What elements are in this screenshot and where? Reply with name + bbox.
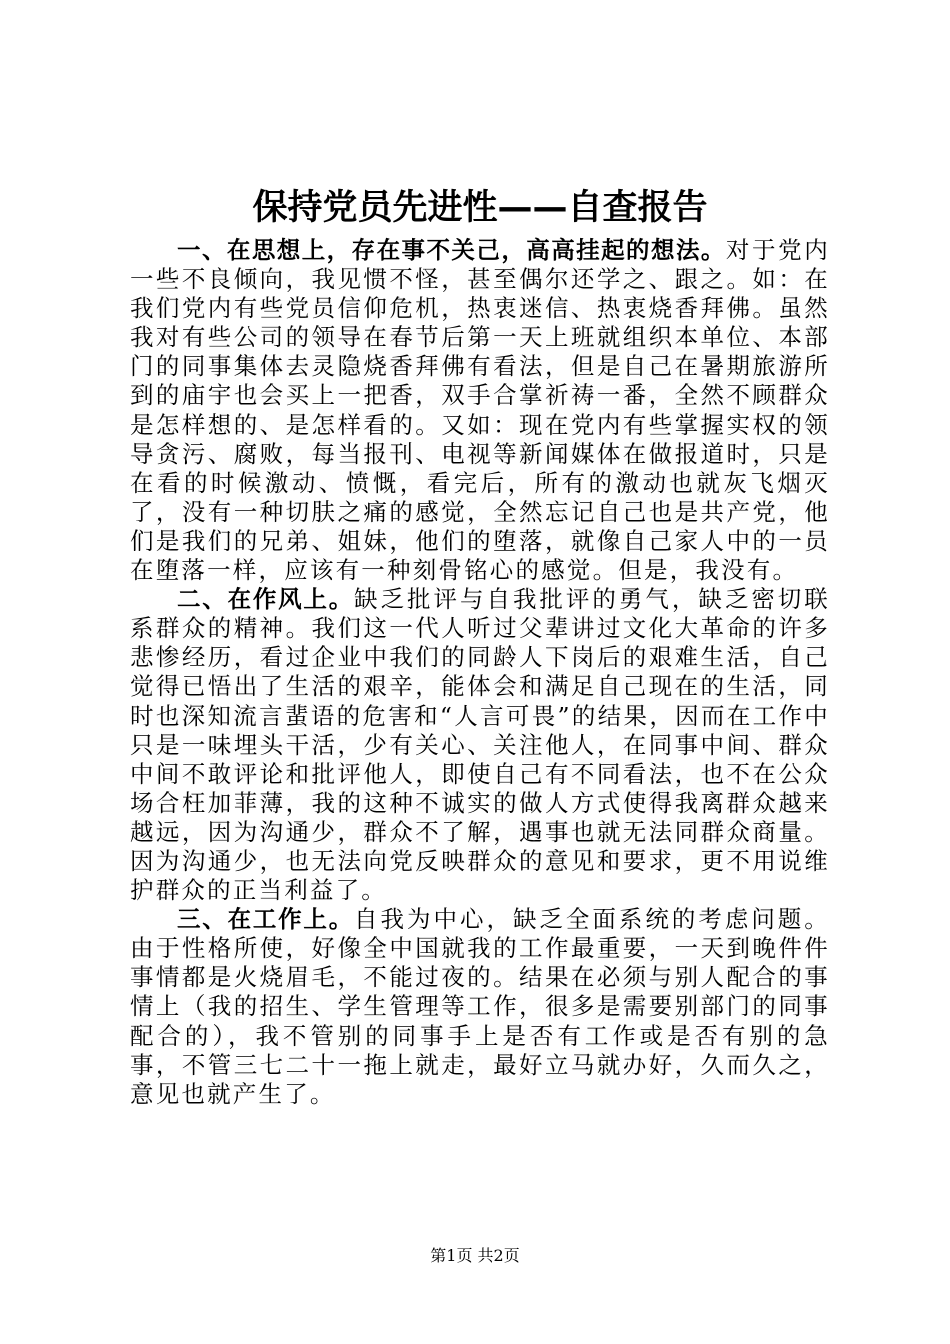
document-title: 保持党员先进性——自查报告 <box>252 188 708 228</box>
section-heading: 二、在作风上。 <box>177 585 355 614</box>
section-text: 自我为中心，缺乏全面系统的考虑问题。由于性格所使，好像全中国就我的工作最重要，一天到晚件件事情都是火烧眉毛，不能过夜的。结果在必须与别人配合的事情上（我的招生、学生管理等工作，很多是需要别部门的同事配合的），我不管别的同事手上是否有工作或是否有别的急事，不管三七二十一拖上就走，最好立马就办好，久而久之，意见也就产生了。 <box>130 905 830 1108</box>
page-footer: 第1页 共2页 <box>430 1246 520 1265</box>
document-body <box>130 236 830 1109</box>
section-text: 对于党内一些不良倾向，我见惯不怪，甚至偶尔还学之、跟之。如：在我们党内有些党员信仰危机，热衷迷信、热衷烧香拜佛。虽然我对有些公司的领导在春节后第一天上班就组织本单位、本部门的同事集体去灵隐烧香拜佛有看法，但是自己在暑期旅游所到的庙宇也会买上一把香，双手合掌祈祷一番，全然不顾群众是怎样想的、是怎样看的。又如：现在党内有些掌握实权的领导贪污、腐败，每当报刊、电视等新闻媒体在做报道时，只是在看的时候激动、愤慨，看完后，所有的激动也就灰飞烟灭了，没有一种切肤之痛的感觉，全然忘记自己也是共产党，他们是我们的兄弟、姐妹，他们的堕落，就像自己家人中的一员在堕落一样，应该有一种刻骨铭心的感觉。但是，我没有。 <box>130 236 831 585</box>
section-thinking <box>130 236 830 585</box>
section-text: 缺乏批评与自我批评的勇气，缺乏密切联系群众的精神。我们这一代人听过父辈讲过文化大革命的许多悲惨经历，看过企业中我们的同龄人下岗后的艰难生活，自己觉得已悟出了生活的艰辛，能体会和满足自己现在的生活，同时也深知流言蜚语的危害和“人言可畏”的结果，因而在工作中只是一味埋头干活，少有关心、关注他人，在同事中间、群众中间不敢评论和批评他人，即使自己有不同看法，也不在公众场合枉加菲薄，我的这种不诚实的做人方式使得我离群众越来越远，因为沟通少，群众不了解，遇事也就无法同群众商量。因为沟通少，也无法向党反映群众的意见和要求，更不用说维护群众的正当利益了。 <box>130 585 830 905</box>
section-heading: 一、在思想上，存在事不关己，高高挂起的想法。 <box>177 236 726 264</box>
section-heading: 三、在工作上。 <box>177 905 355 934</box>
section-work <box>130 905 830 1109</box>
section-style <box>130 585 830 905</box>
